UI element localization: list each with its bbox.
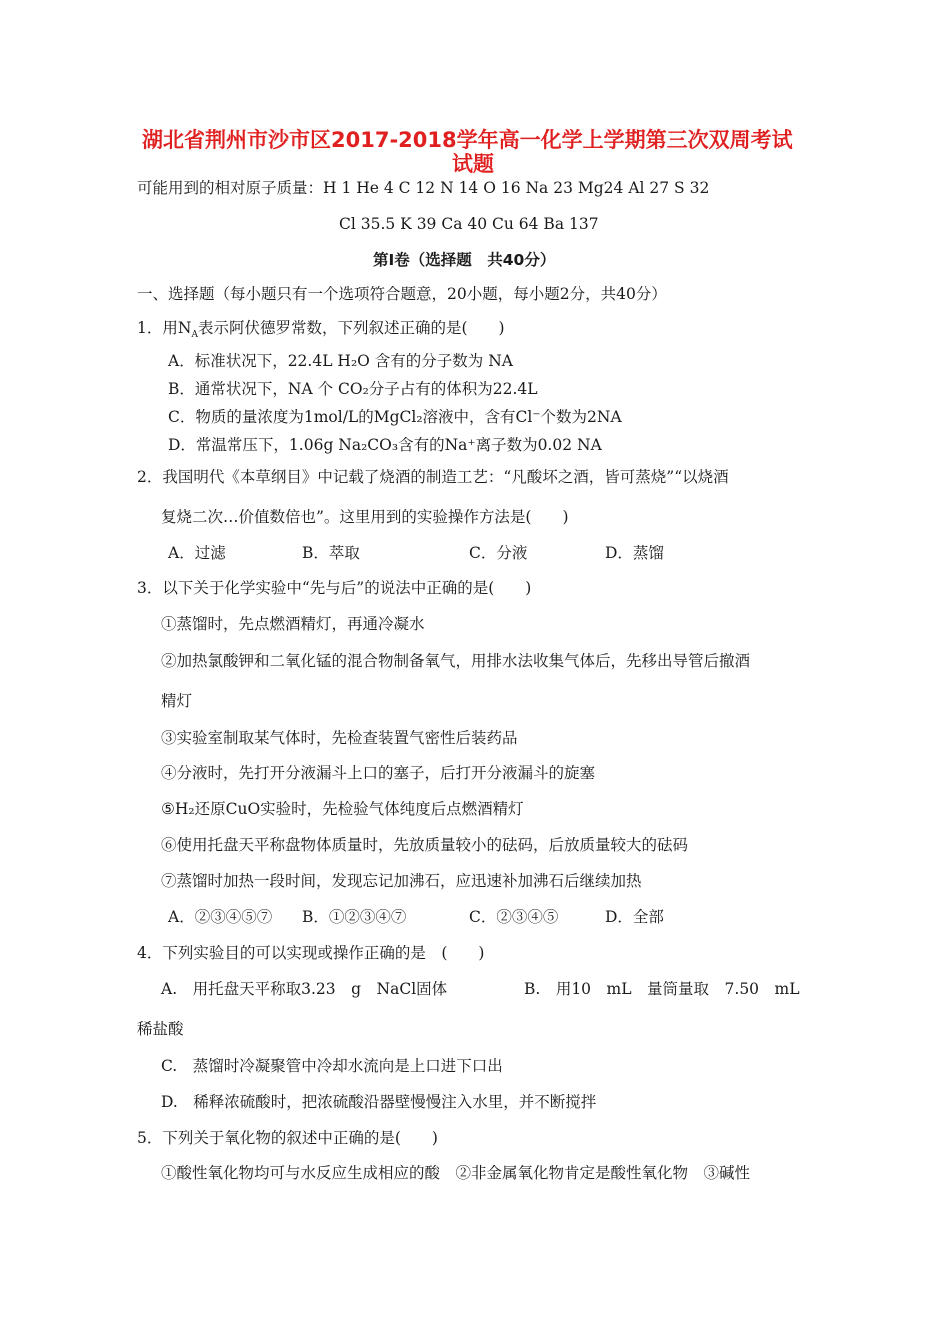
atomic-masses-line1: 可能用到的相对原子质量：H 1 He 4 C 12 N 14 O 16 Na 23 Mg24 Al 27 S 32 <box>137 179 710 197</box>
question-3-item-2-line2: 精灯 <box>161 692 193 710</box>
question-3-option-b: B．①②③④⑦ <box>302 908 407 926</box>
question-4-option-b: B. 用10 mL 量筒量取 7.50 mL <box>524 980 800 998</box>
question-2-option-c: C．分液 <box>469 544 528 562</box>
question-3-item-6: ⑥使用托盘天平称盘物体质量时，先放质量较小的砝码，后放质量较大的砝码 <box>161 836 689 854</box>
question-4-option-b-continued: 稀盐酸 <box>137 1020 184 1038</box>
question-4-option-c: C. 蒸馏时冷凝聚管中冷却水流向是上口进下口出 <box>161 1057 503 1075</box>
atomic-masses-line2: Cl 35.5 K 39 Ca 40 Cu 64 Ba 137 <box>339 215 599 233</box>
question-5-stem: 5．下列关于氧化物的叙述中正确的是( ) <box>137 1129 438 1147</box>
part-heading: 一、选择题（每小题只有一个选项符合题意，20小题，每小题2分，共40分） <box>137 285 667 303</box>
question-3-item-2-line1: ②加热氯酸钾和二氧化锰的混合物制备氧气，用排水法收集气体后，先移出导管后撤酒 <box>161 652 751 670</box>
question-1-stem-start: 1．用N <box>137 319 192 337</box>
question-1-stem-subscript: A <box>191 330 198 341</box>
document-title-line2: 试题 <box>452 152 494 176</box>
question-2-option-a: A．过滤 <box>168 544 226 562</box>
question-4-option-a: A. 用托盘天平称取3.23 g NaCl固体 <box>161 980 448 998</box>
question-2-stem-line1: 2．我国明代《本草纲目》中记载了烧酒的制造工艺：“凡酸坏之酒，皆可蒸烧”“以烧酒 <box>137 468 729 486</box>
question-1-option-d: D．常温常压下，1.06g Na₂CO₃含有的Na⁺离子数为0.02 NA <box>168 436 602 454</box>
question-3-item-1: ①蒸馏时，先点燃酒精灯，再通冷凝水 <box>161 615 425 633</box>
question-3-item-5: ⑤H₂还原CuO实验时，先检验气体纯度后点燃酒精灯 <box>161 800 524 818</box>
question-1-stem <box>137 318 505 341</box>
question-4-option-d: D. 稀释浓硫酸时，把浓硫酸沿器壁慢慢注入水里，并不断搅拌 <box>161 1093 597 1111</box>
question-3-option-d: D．全部 <box>605 908 664 926</box>
question-3-item-3: ③实验室制取某气体时，先检查装置气密性后装药品 <box>161 729 518 747</box>
question-4-stem: 4．下列实验目的可以实现或操作正确的是 ( ) <box>137 944 485 962</box>
section-title: 第Ⅰ卷（选择题 共40分） <box>373 251 556 269</box>
question-1-option-a: A．标准状况下，22.4L H₂O 含有的分子数为 NA <box>168 352 513 370</box>
question-3-item-7: ⑦蒸馏时加热一段时间，发现忘记加沸石，应迅速补加沸石后继续加热 <box>161 872 642 890</box>
question-1-stem-end: 表示阿伏德罗常数，下列叙述正确的是( ) <box>197 319 505 337</box>
document-title-line1: 湖北省荆州市沙市区2017-2018学年高一化学上学期第三次双周考试 <box>142 128 793 152</box>
question-1-option-b: B．通常状况下，NA 个 CO₂分子占有的体积为22.4L <box>168 380 538 398</box>
question-3-item-4: ④分液时，先打开分液漏斗上口的塞子，后打开分液漏斗的旋塞 <box>161 764 596 782</box>
question-5-line1: ①酸性氧化物均可与水反应生成相应的酸 ②非金属氧化物肯定是酸性氧化物 ③碱性 <box>161 1164 751 1182</box>
question-3-stem: 3．以下关于化学实验中“先与后”的说法中正确的是( ) <box>137 579 532 597</box>
question-3-option-a: A．②③④⑤⑦ <box>168 908 273 926</box>
question-2-option-b: B．萃取 <box>302 544 360 562</box>
question-3-option-c: C．②③④⑤ <box>469 908 559 926</box>
question-2-stem-line2: 复烧二次…价值数倍也”。这里用到的实验操作方法是( ) <box>161 508 569 526</box>
question-2-option-d: D．蒸馏 <box>605 544 664 562</box>
question-1-option-c: C．物质的量浓度为1mol/L的MgCl₂溶液中，含有Cl⁻个数为2NA <box>168 408 622 426</box>
